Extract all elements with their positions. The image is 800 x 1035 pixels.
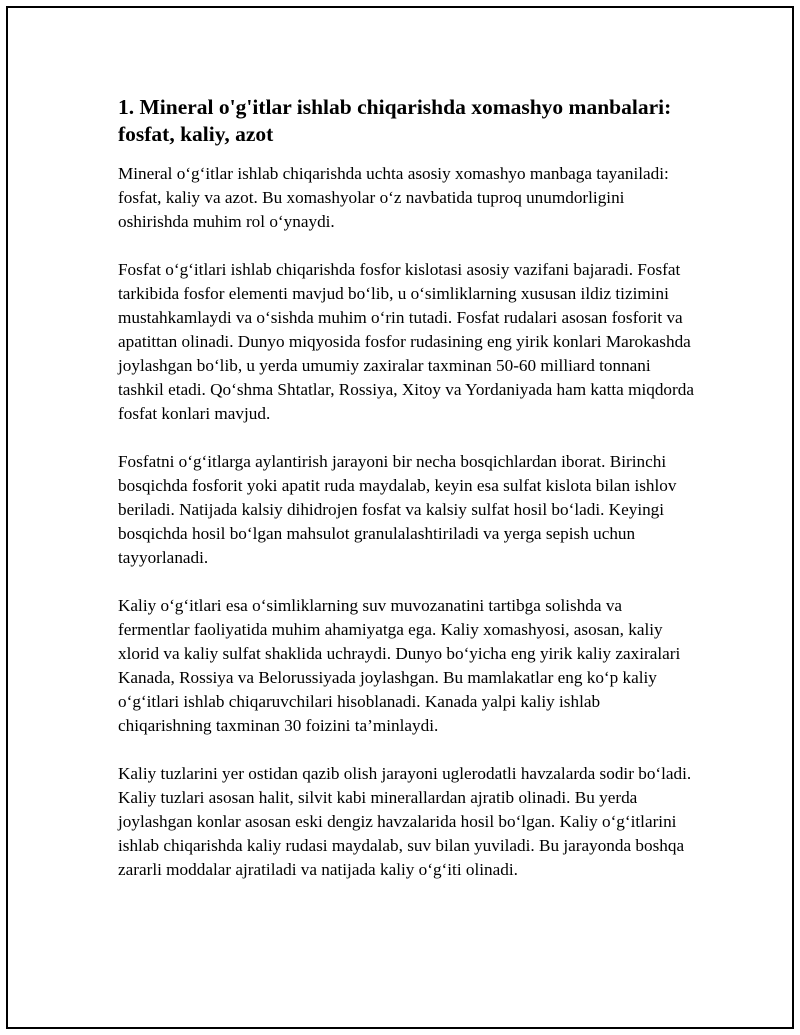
paragraph-phosphate-process: Fosfatni o‘g‘itlarga aylantirish jarayoni bir necha bosqichlardan iborat. Birinchi bosqichda fosforit yoki apatit ruda maydalab, keyin esa sulfat kislota bilan ishlov beriladi. Natijada kalsiy dihidrojen fosfat va kalsiy sulfat hosil bo‘ladi. Keyingi bosqichda hosil bo‘lgan mahsulot granulalashtiriladi va yerga sepish uchun tayyorlanadi. <box>118 452 677 567</box>
paragraph-potassium-mining: Kaliy tuzlarini yer ostidan qazib olish jarayoni uglerodatli havzalarda sodir bo‘ladi. Kaliy tuzlari asosan halit, silvit kabi minerallardan ajratib olinadi. Bu yerda joylashgan konlar asosan eski dengiz havzalarida hosil bo‘lgan. Kaliy o‘g‘itlarini ishlab chiqarishda kaliy rudasi maydalab, suv bilan yuviladi. Bu jarayonda boshqa zararli moddalar ajratiladi va natijada kaliy o‘g‘iti olinadi. <box>118 764 692 879</box>
paragraph-intro: Mineral o‘g‘itlar ishlab chiqarishda uchta asosiy xomashyo manbaga tayaniladi: fosfat, kaliy va azot. Bu xomashyolar o‘z navbatida tuproq unumdorligini oshirishda muhim rol o‘ynaydi. <box>118 164 669 231</box>
paragraph-potassium: Kaliy o‘g‘itlari esa o‘simliklarning suv muvozanatini tartibga solishda va fermentlar faoliyatida muhim ahamiyatga ega. Kaliy xomashyosi, asosan, kaliy xlorid va kaliy sulfat shaklida uchraydi. Dunyo bo‘yicha eng yirik kaliy zaxiralari Kanada, Rossiya va Belorussiyada joylashgan. Bu mamlakatlar eng ko‘p kaliy o‘g‘itlari ishlab chiqaruvchilari hisoblanadi. Kanada yalpi kaliy ishlab chiqarishning taxminan 30 foizini ta’minlaydi. <box>118 596 681 735</box>
paragraph-phosphate: Fosfat o‘g‘itlari ishlab chiqarishda fosfor kislotasi asosiy vazifani bajaradi. Fosfat tarkibida fosfor elementi mavjud bo‘lib, u o‘simliklarning xususan ildiz tizimini mustahkamlaydi va o‘sishda muhim o‘rin tutadi. Fosfat rudalari asosan fosforit va apatittan olinadi. Dunyo miqyosida fosfor rudasining eng yirik konlari Marokashda joylashgan bo‘lib, u yerda umumiy zaxiralar taxminan 50-60 milliard tonnani tashkil etadi. Qo‘shma Shtatlar, Rossiya, Xitoy va Yordaniyada ham katta miqdorda fosfat konlari mavjud. <box>118 260 694 423</box>
document-body <box>118 94 696 906</box>
section-heading: 1. Mineral o'g'itlar ishlab chiqarishda xomashyo manbalari: fosfat, kaliy, azot <box>118 95 672 146</box>
